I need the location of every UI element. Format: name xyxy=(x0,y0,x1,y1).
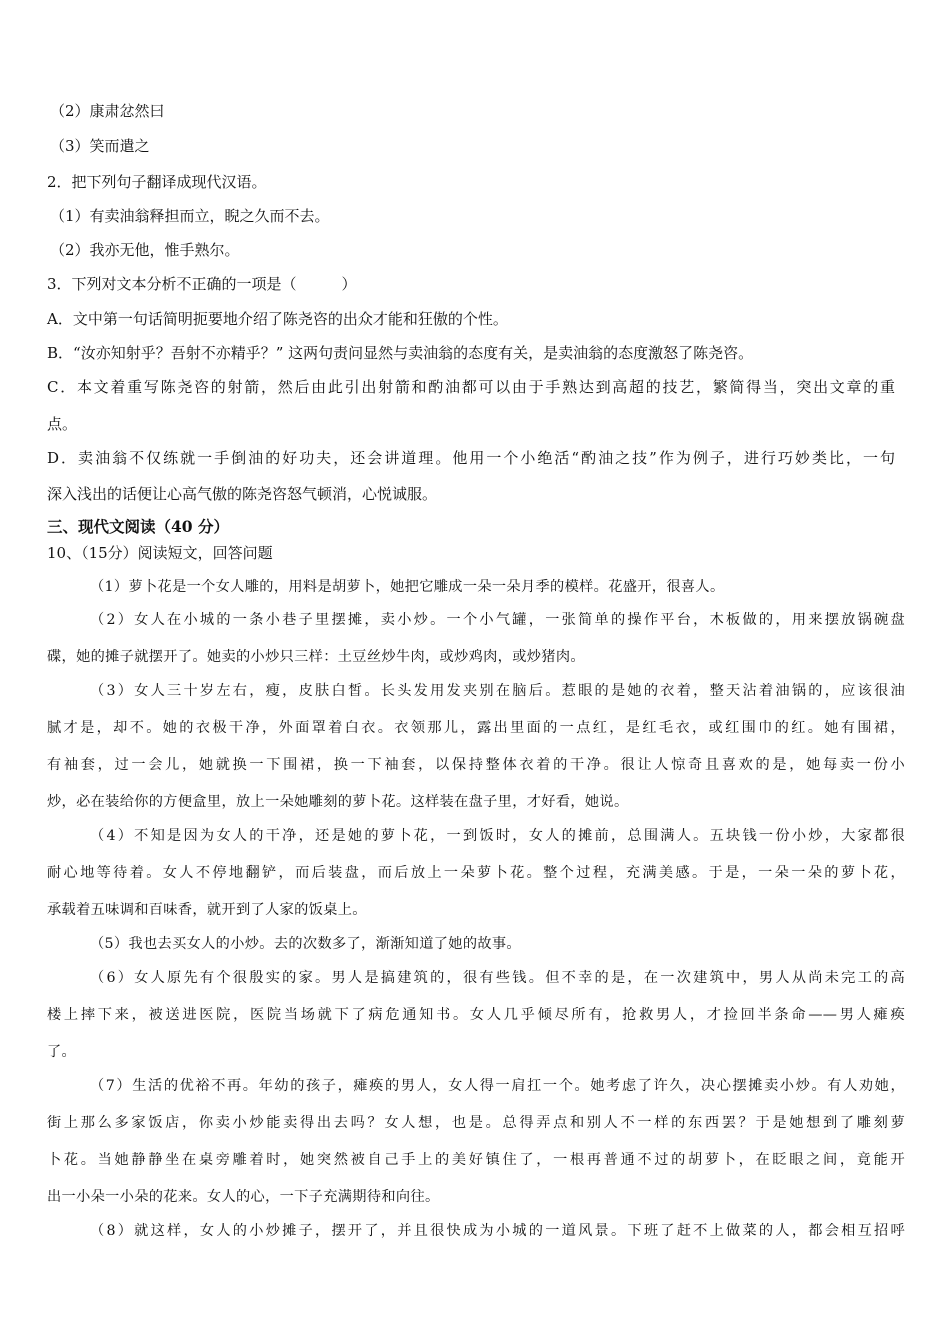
reading-para-7-line-4: 出一小朵一小朵的花来。女人的心，一下子充满期待和向往。 xyxy=(47,1189,440,1205)
question-10: 10、（15分）阅读短文，回答问题 xyxy=(47,544,273,562)
reading-para-8-line-1: （8）就这样，女人的小炒摊子，摆开了，并且很快成为小城的一道风景。下班了赶不上做菜的人，都会相互招呼 xyxy=(90,1223,905,1239)
option-c-line-2: 点。 xyxy=(47,415,78,433)
reading-para-2-line-1: （2）女人在小城的一条小巷子里摆摊，卖小炒。一个小气罐，一张简单的操作平台，木板做的，用来摆放锅碗盘 xyxy=(90,612,905,628)
reading-para-7-line-1: （7）生活的优裕不再。年幼的孩子，瘫痪的男人，女人得一肩扛一个。她考虑了许久，决心摆摊卖小炒。有人劝她， xyxy=(90,1078,905,1094)
reading-para-3-line-4: 炒，必在装给你的方便盒里，放上一朵她雕刻的萝卜花。这样装在盘子里，才好看，她说。 xyxy=(47,794,629,810)
item-1-3: （3）笑而遣之 xyxy=(50,137,150,155)
reading-para-7-line-2: 街上那么多家饭店，你卖小炒能卖得出去吗？女人想，也是。总得弄点和别人不一样的东西罢？于是她想到了雕刻萝 xyxy=(47,1115,905,1131)
reading-para-4-line-3: 承载着五味调和百味香，就开到了人家的饭桌上。 xyxy=(47,902,367,918)
option-d-line-1: D．卖油翁不仅练就一手倒油的好功夫，还会讲道理。他用一个小绝活“酌油之技”作为例子，进行巧妙类比，一句 xyxy=(47,449,895,467)
reading-para-6-line-1: （6）女人原先有个很殷实的家。男人是搞建筑的，很有些钱。但不幸的是，在一次建筑中，男人从尚未完工的高 xyxy=(90,970,905,986)
option-b: B．“汝亦知射乎？吾射不亦精乎？” 这两句责问显然与卖油翁的态度有关，是卖油翁的态度激怒了陈尧咨。 xyxy=(47,344,754,362)
item-2-1: （1）有卖油翁释担而立，睨之久而不去。 xyxy=(50,207,330,225)
reading-para-7-line-3: 卜花。当她静静坐在桌旁雕着时，她突然被自己手上的美好镇住了，一根再普通不过的胡萝卜，在眨眼之间，竟能开 xyxy=(47,1152,905,1168)
reading-para-5: （5）我也去买女人的小炒。去的次数多了，渐渐知道了她的故事。 xyxy=(90,936,521,952)
option-d-line-2: 深入浅出的话便让心高气傲的陈尧咨怒气顿消，心悦诚服。 xyxy=(47,485,438,503)
reading-para-2-line-2: 碟，她的摊子就摆开了。她卖的小炒只三样：土豆丝炒牛肉，或炒鸡肉，或炒猪肉。 xyxy=(47,649,585,665)
option-c-line-1: C．本文着重写陈尧咨的射箭，然后由此引出射箭和酌油都可以由于手熟达到高超的技艺，繁简得当，突出文章的重 xyxy=(47,378,895,396)
reading-para-6-line-3: 了。 xyxy=(47,1044,77,1060)
reading-para-4-line-2: 耐心地等待着。女人不停地翻铲，而后装盘，而后放上一朵萝卜花。整个过程，充满美感。于是，一朵一朵的萝卜花， xyxy=(47,865,905,881)
reading-para-3-line-2: 腻才是，却不。她的衣极干净，外面罩着白衣。衣领那儿，露出里面的一点红，是红毛衣，或红围巾的红。她有围裙， xyxy=(47,720,905,736)
question-2: 2．把下列句子翻译成现代汉语。 xyxy=(47,173,267,191)
reading-para-4-line-1: （4）不知是因为女人的干净，还是她的萝卜花，一到饭时，女人的摊前，总围满人。五块钱一份小炒，大家都很 xyxy=(90,828,905,844)
reading-para-3-line-1: （3）女人三十岁左右，瘦，皮肤白皙。长头发用发夹别在脑后。惹眼的是她的衣着，整天沾着油锅的，应该很油 xyxy=(90,683,905,699)
reading-para-6-line-2: 楼上摔下来，被送进医院，医院当场就下了病危通知书。女人几乎倾尽所有，抢救男人，才捡回半条命——男人瘫痪 xyxy=(47,1007,905,1023)
item-1-2: （2）康肃忿然曰 xyxy=(50,102,165,120)
reading-para-1: （1）萝卜花是一个女人雕的，用料是胡萝卜，她把它雕成一朵一朵月季的模样。花盛开，很喜人。 xyxy=(90,579,725,595)
reading-para-3-line-3: 有袖套，过一会儿，她就换一下围裙，换一下袖套，以保持整体衣着的干净。很让人惊奇且喜欢的是，她每卖一份小 xyxy=(47,757,905,773)
option-a: A．文中第一句话简明扼要地介绍了陈尧咨的出众才能和狂傲的个性。 xyxy=(47,310,508,328)
section-heading: 三、现代文阅读（40 分） xyxy=(47,517,229,536)
item-2-2: （2）我亦无他，惟手熟尔。 xyxy=(50,241,240,259)
question-3: 3．下列对文本分析不正确的一项是（ ） xyxy=(47,275,357,293)
